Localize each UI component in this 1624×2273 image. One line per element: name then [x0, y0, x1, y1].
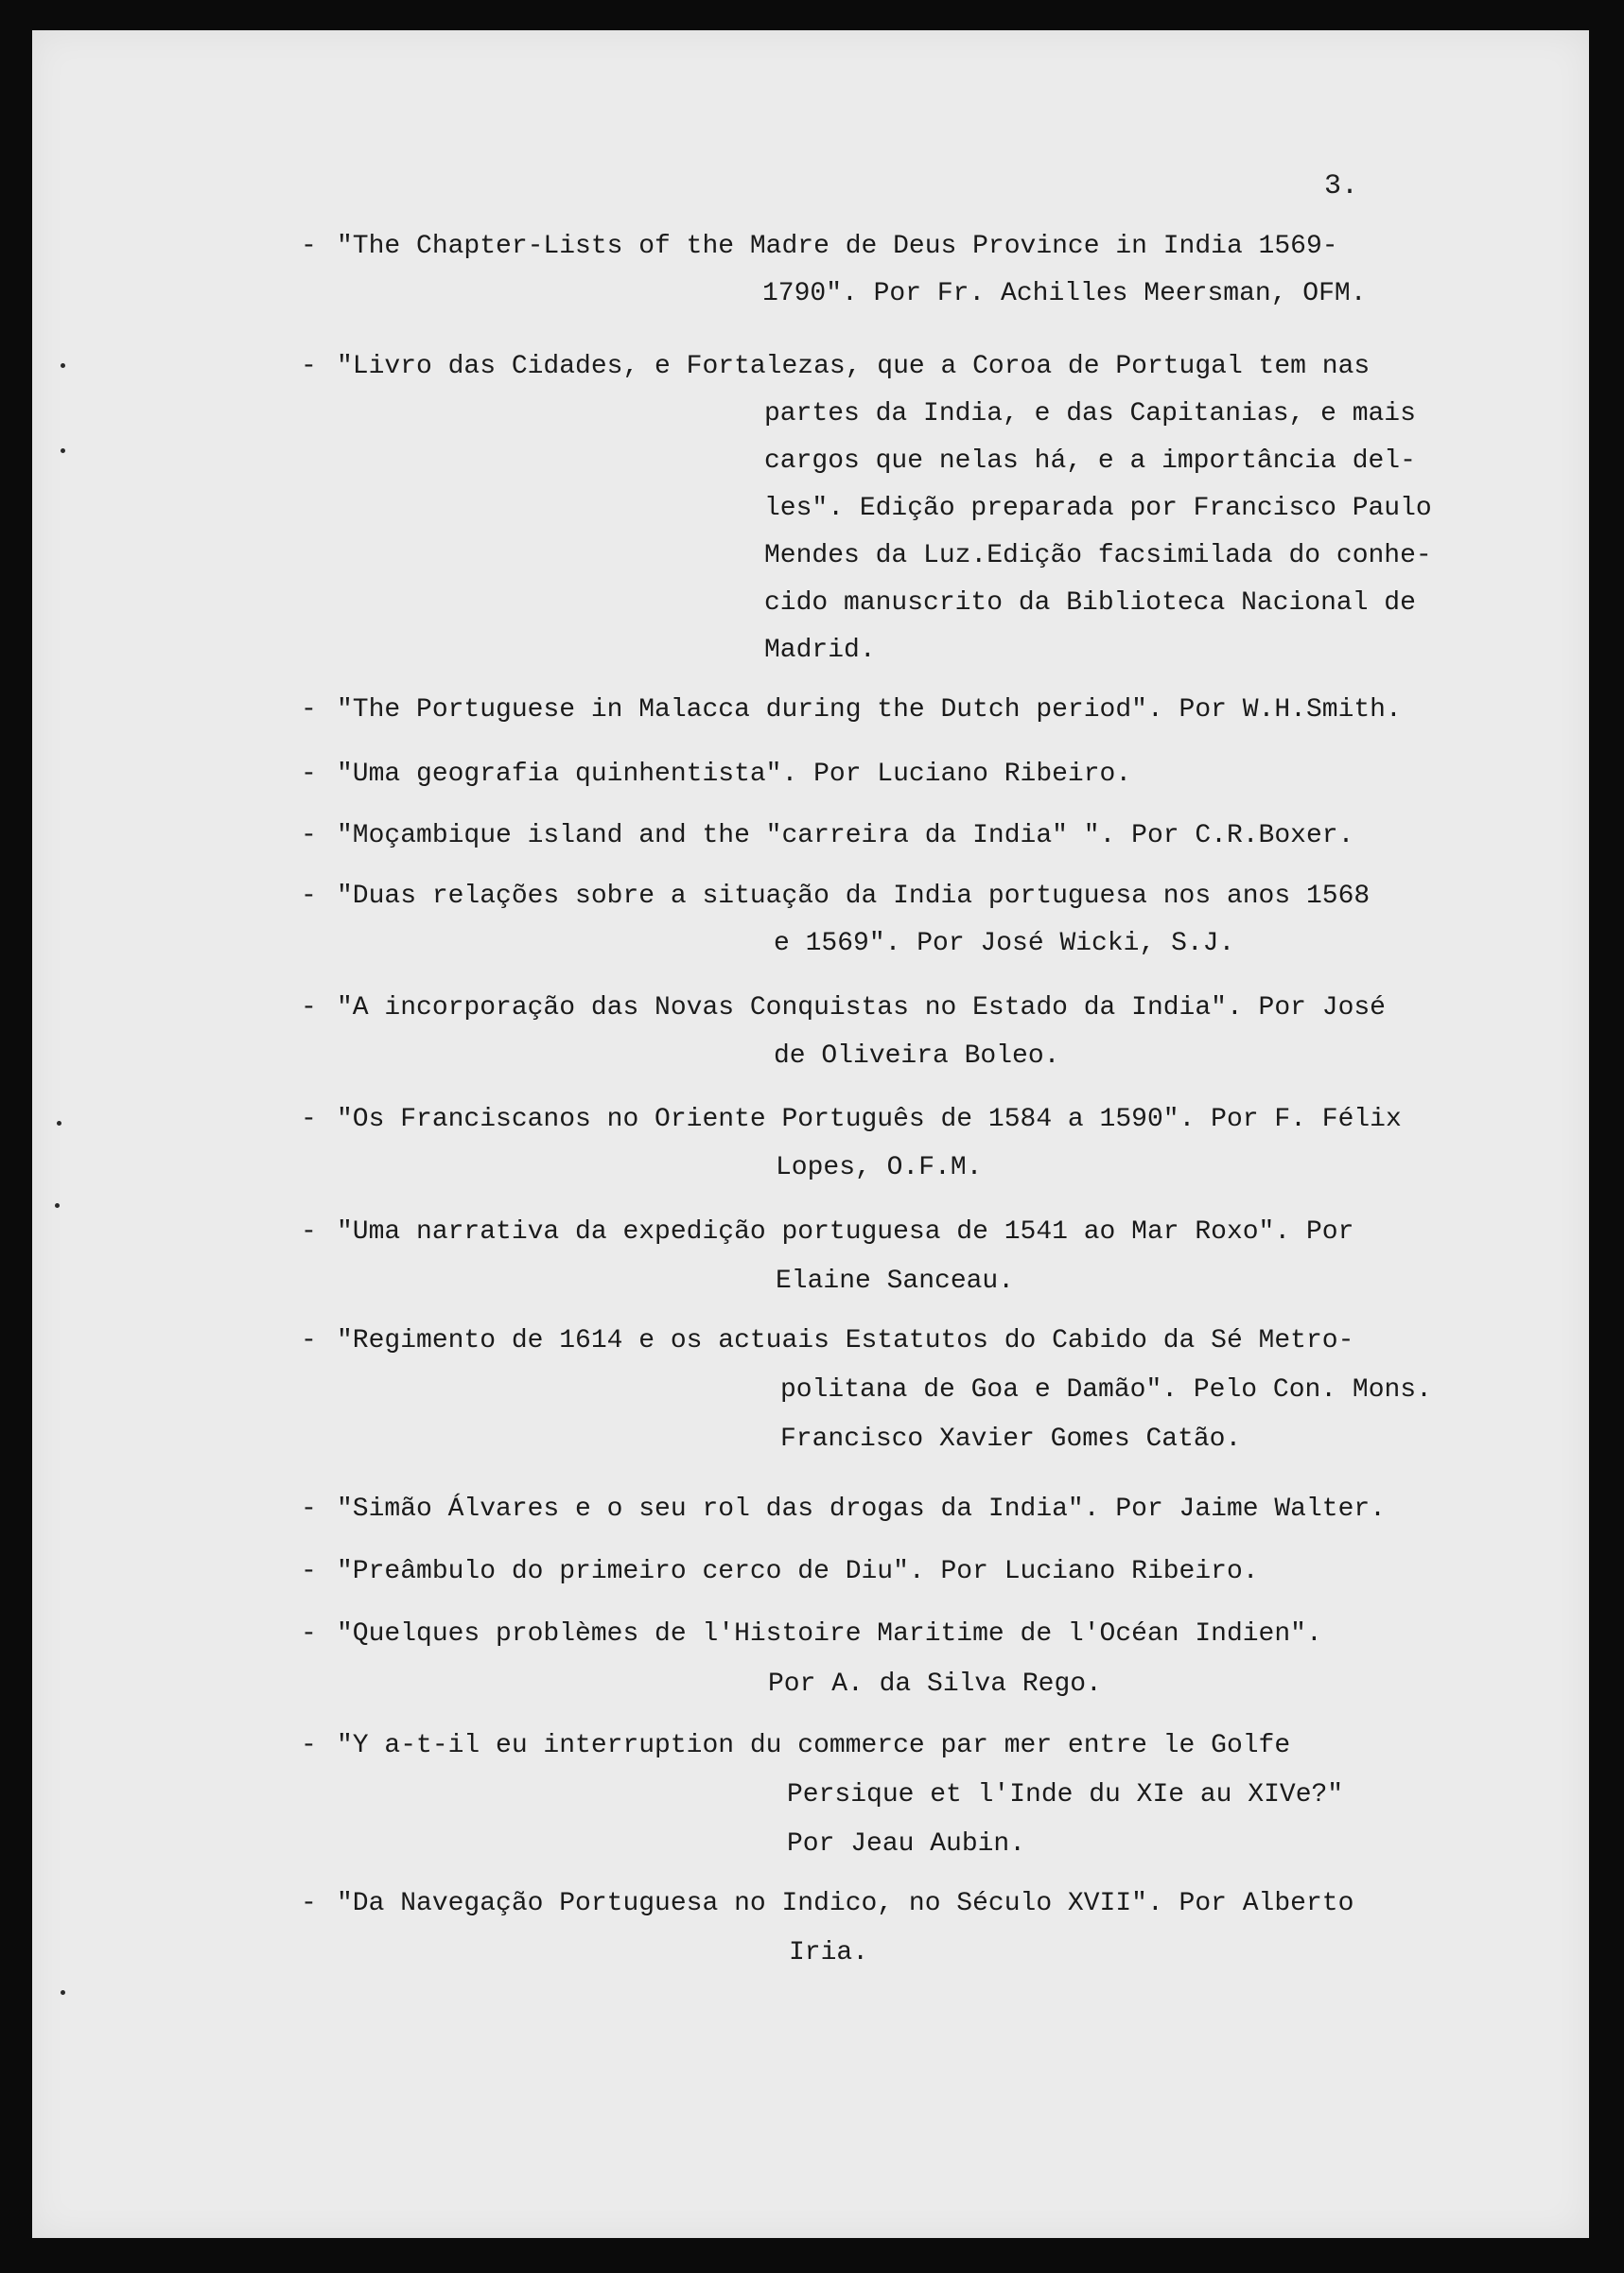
entry-line: "Da Navegação Portuguesa no Indico, no Século XVII". Por Alberto: [337, 1889, 1354, 1918]
entry-line: e 1569". Por José Wicki, S.J.: [774, 929, 1235, 958]
entry-dash: -: [301, 1619, 317, 1649]
entry-line: Por Jeau Aubin.: [787, 1829, 1026, 1859]
entry-line: les". Edição preparada por Francisco Paulo: [764, 494, 1432, 523]
ink-speck: [61, 363, 65, 368]
entry-line: Por A. da Silva Rego.: [768, 1670, 1102, 1699]
entry-line: "Quelques problèmes de l'Histoire Maritime de l'Océan Indien".: [337, 1619, 1322, 1649]
entry-line: cido manuscrito da Biblioteca Nacional de: [764, 588, 1416, 618]
entry-line: Mendes da Luz.Edição facsimilada do conhe-: [764, 541, 1432, 570]
entry-dash: -: [301, 882, 317, 911]
ink-speck: [57, 1121, 61, 1126]
entry-line: Persique et l'Inde du XIe au XIVe?": [787, 1780, 1344, 1810]
entry-dash: -: [301, 352, 317, 381]
entry-dash: -: [301, 760, 317, 789]
entry-line: "Regimento de 1614 e os actuais Estatutos do Cabido da Sé Metro-: [337, 1326, 1354, 1355]
entry-line: Iria.: [789, 1938, 869, 1967]
ink-speck: [61, 448, 65, 453]
entry-line: "The Chapter-Lists of the Madre de Deus Province in India 1569-: [337, 232, 1338, 261]
entry-dash: -: [301, 821, 317, 850]
entry-line: "Preâmbulo do primeiro cerco de Diu". Por Luciano Ribeiro.: [337, 1557, 1259, 1586]
entry-dash: -: [301, 993, 317, 1023]
entry-line: "Simão Álvares e o seu rol das drogas da India". Por Jaime Walter.: [337, 1495, 1386, 1524]
entry-line: "A incorporação das Novas Conquistas no Estado da India". Por José: [337, 993, 1386, 1023]
entry-dash: -: [301, 1557, 317, 1586]
entry-line: 1790". Por Fr. Achilles Meersman, OFM.: [762, 279, 1367, 308]
entry-line: partes da India, e das Capitanias, e mais: [764, 399, 1416, 428]
entry-line: de Oliveira Boleo.: [774, 1041, 1060, 1071]
page-number: 3.: [1324, 170, 1359, 202]
entry-dash: -: [301, 695, 317, 725]
entry-dash: -: [301, 232, 317, 261]
entry-line: "Uma narrativa da expedição portuguesa de 1541 ao Mar Roxo". Por: [337, 1217, 1354, 1247]
entry-dash: -: [301, 1326, 317, 1355]
ink-speck: [55, 1203, 60, 1208]
entry-dash: -: [301, 1217, 317, 1247]
entry-line: "Uma geografia quinhentista". Por Luciano Ribeiro.: [337, 760, 1132, 789]
ink-speck: [61, 1990, 65, 1995]
entry-line: "Duas relações sobre a situação da India portuguesa nos anos 1568: [337, 882, 1371, 911]
entry-line: "The Portuguese in Malacca during the Dutch period". Por W.H.Smith.: [337, 695, 1402, 725]
entry-line: "Y a-t-il eu interruption du commerce par mer entre le Golfe: [337, 1731, 1291, 1760]
entry-dash: -: [301, 1105, 317, 1134]
entry-line: Francisco Xavier Gomes Catão.: [780, 1425, 1242, 1454]
entry-line: "Livro das Cidades, e Fortalezas, que a Coroa de Portugal tem nas: [337, 352, 1371, 381]
entry-line: "Moçambique island and the "carreira da India" ". Por C.R.Boxer.: [337, 821, 1354, 850]
entry-line: "Os Franciscanos no Oriente Português de 1584 a 1590". Por F. Félix: [337, 1105, 1402, 1134]
entry-line: politana de Goa e Damão". Pelo Con. Mons.: [780, 1375, 1432, 1405]
entry-line: Madrid.: [764, 636, 876, 665]
entry-line: Elaine Sanceau.: [776, 1267, 1015, 1296]
entry-line: cargos que nelas há, e a importância del-: [764, 446, 1416, 476]
entry-line: Lopes, O.F.M.: [776, 1153, 983, 1182]
entry-dash: -: [301, 1731, 317, 1760]
entry-dash: -: [301, 1889, 317, 1918]
entry-dash: -: [301, 1495, 317, 1524]
